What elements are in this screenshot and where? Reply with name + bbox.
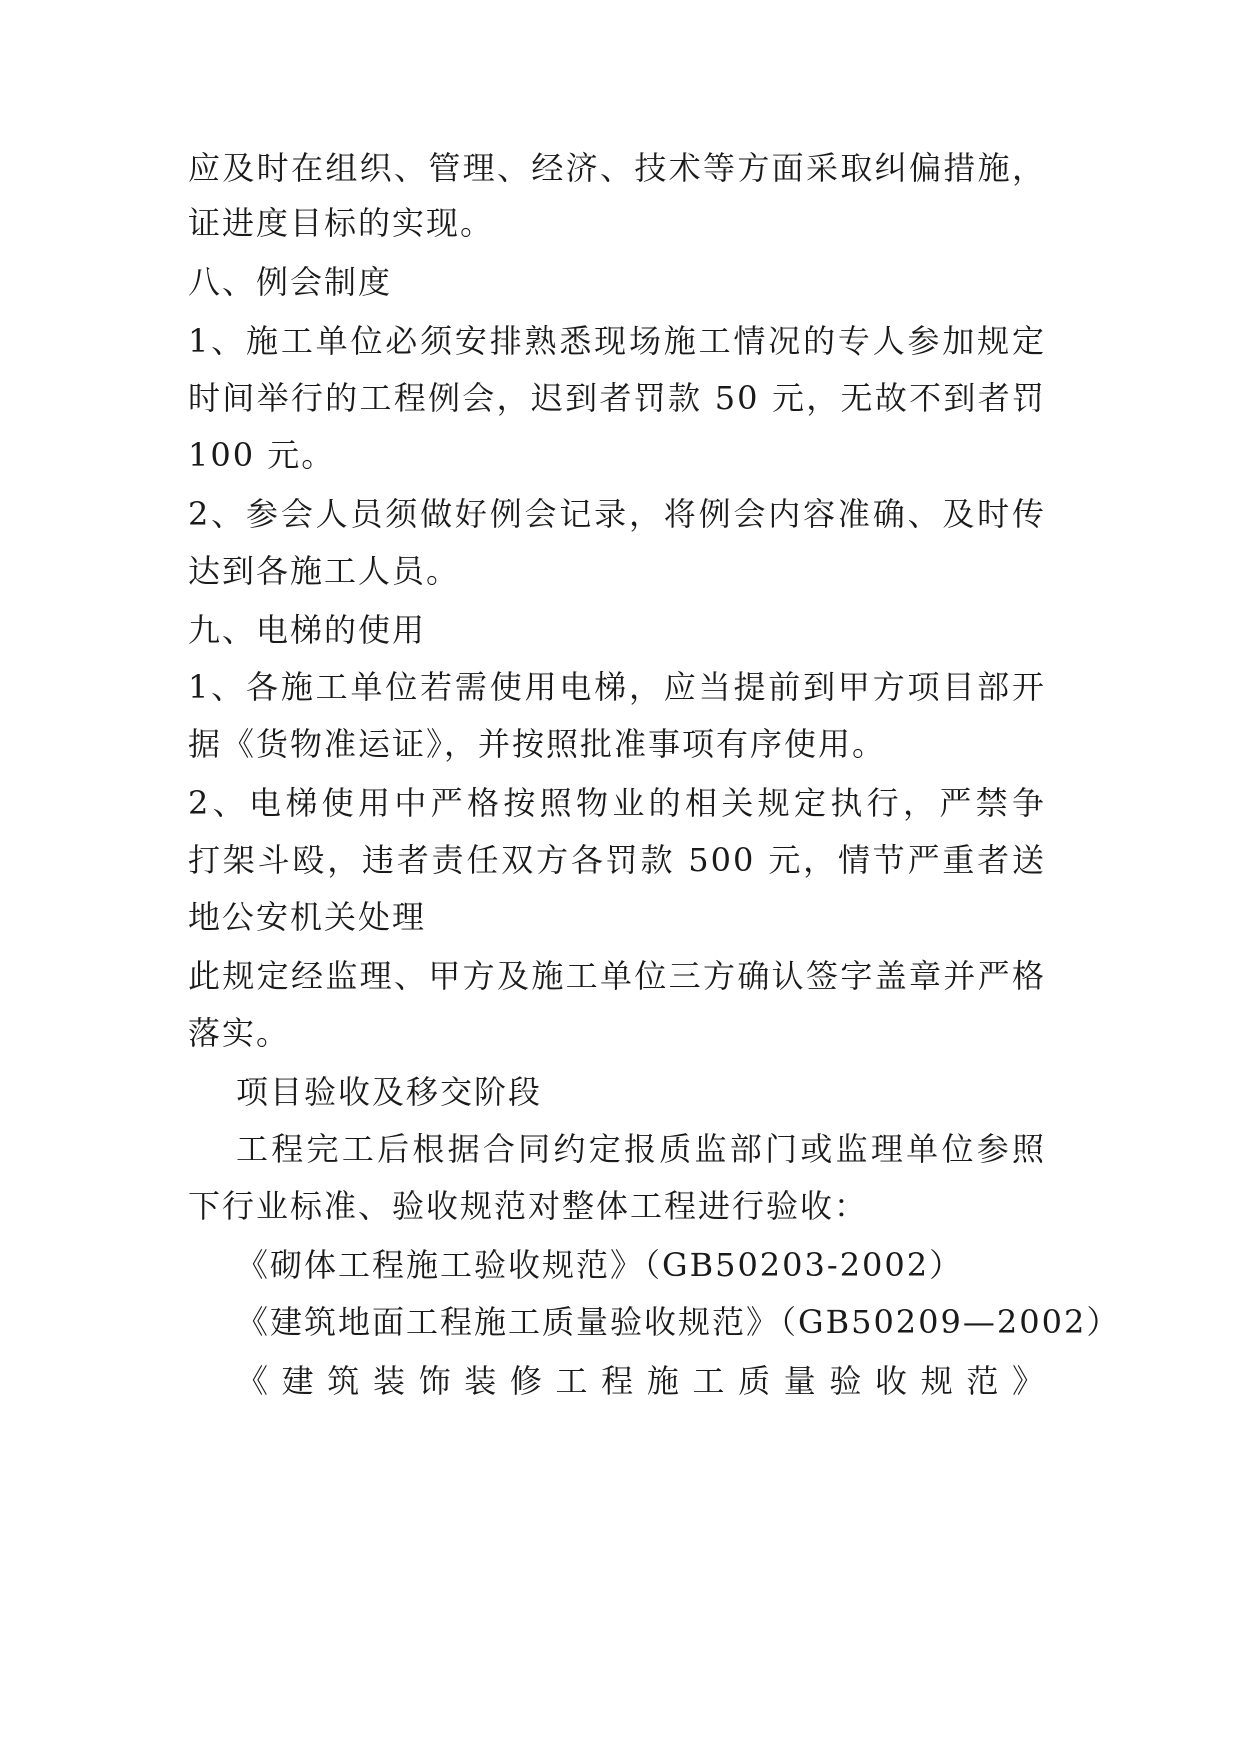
body-text-line: 据《货物准运证》，并按照批准事项有序使用。 [188, 725, 887, 763]
body-text-line: 1、各施工单位若需使用电梯，应当提前到甲方项目部开 [188, 668, 1046, 706]
section-heading: 八、例会制度 [188, 263, 393, 301]
body-text-line: 2、电梯使用中严格按照物业的相关规定执行，严禁争 [188, 784, 1046, 822]
section-heading: 九、电梯的使用 [188, 611, 427, 649]
body-text-line: 1、施工单位必须安排熟悉现场施工情况的专人参加规定 [188, 322, 1046, 360]
body-text-line: 工程完工后根据合同约定报质监部门或监理单位参照 [236, 1130, 1046, 1168]
body-text-line: 时间举行的工程例会，迟到者罚款 50 元，无故不到者罚 [188, 379, 1046, 417]
standard-reference: 《建筑地面工程施工质量验收规范》（GB50209—2002） [236, 1303, 1121, 1341]
body-text-line: 此规定经监理、甲方及施工单位三方确认签字盖章并严格 [188, 957, 1046, 995]
body-text-line: 100 元。 [188, 436, 336, 474]
body-text-line: 应及时在组织、管理、经济、技术等方面采取纠偏措施， [188, 149, 1046, 187]
body-text-line: 落实。 [188, 1014, 291, 1052]
body-text-line: 地公安机关处理 [188, 898, 427, 936]
standard-reference: 《建筑装饰装修工程施工质量验收规范》 [236, 1362, 1046, 1400]
body-text-line: 下行业标准、验收规范对整体工程进行验收： [188, 1187, 869, 1225]
section-heading: 项目验收及移交阶段 [236, 1073, 543, 1111]
body-text-line: 达到各施工人员。 [188, 552, 461, 590]
body-text-line: 证进度目标的实现。 [188, 204, 495, 242]
body-text-line: 打架斗殴，违者责任双方各罚款 500 元，情节严重者送 [188, 841, 1046, 879]
body-text-line: 2、参会人员须做好例会记录，将例会内容准确、及时传 [188, 495, 1046, 533]
standard-reference: 《砌体工程施工验收规范》（GB50203-2002） [236, 1246, 964, 1284]
